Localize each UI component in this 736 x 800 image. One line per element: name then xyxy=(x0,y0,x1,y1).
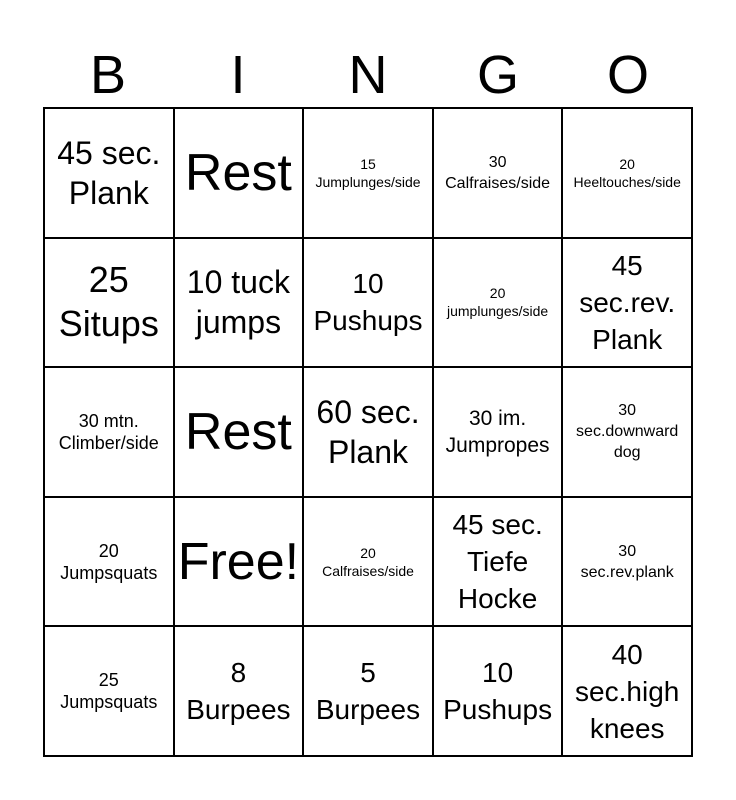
cell-text: Rest xyxy=(184,143,292,202)
bingo-cell[interactable] xyxy=(303,108,433,238)
header-letter-i: I xyxy=(230,45,246,105)
cell-text: 25 Situps xyxy=(58,259,159,345)
header-letter-b: B xyxy=(89,45,127,105)
bingo-cell[interactable] xyxy=(44,367,174,497)
cell-text: 10 tuck jumps xyxy=(186,264,290,341)
bingo-cell[interactable] xyxy=(44,238,174,368)
cell-text: 30 sec.rev.plank xyxy=(580,542,674,581)
cell-text: 10 Pushups xyxy=(313,268,423,337)
cell-text: 5 Burpees xyxy=(315,657,421,726)
bingo-cell[interactable] xyxy=(303,497,433,627)
cell-text: 20 jumplunges/side xyxy=(447,285,549,320)
bingo-cell[interactable] xyxy=(174,108,304,238)
bingo-grid xyxy=(43,107,693,757)
bingo-cell[interactable] xyxy=(44,497,174,627)
bingo-cell[interactable] xyxy=(562,238,692,368)
cell-text: 45 sec. Plank xyxy=(57,134,161,211)
cell-text: 45 sec.rev. Plank xyxy=(579,249,676,355)
bingo-cell[interactable] xyxy=(433,238,563,368)
bingo-cell[interactable] xyxy=(303,238,433,368)
cell-text: Free! xyxy=(177,532,300,591)
bingo-cell[interactable] xyxy=(562,497,692,627)
cell-text: 30 im. Jumpropes xyxy=(445,406,550,457)
bingo-cell[interactable] xyxy=(433,108,563,238)
cell-text: 10 Pushups xyxy=(443,657,553,726)
cell-text: 15 Jumplunges/side xyxy=(315,155,421,190)
cell-text: 30 Calfraises/side xyxy=(445,153,551,192)
bingo-cell[interactable] xyxy=(174,626,304,756)
bingo-cell[interactable] xyxy=(433,626,563,756)
bingo-cell free-space[interactable] xyxy=(174,497,304,627)
bingo-cell[interactable] xyxy=(44,626,174,756)
bingo-cell[interactable] xyxy=(562,108,692,238)
cell-text: 25 Jumpsquats xyxy=(60,670,158,713)
bingo-cell[interactable] xyxy=(303,626,433,756)
cell-text: Rest xyxy=(184,402,292,461)
bingo-cell[interactable] xyxy=(562,367,692,497)
bingo-cell[interactable] xyxy=(562,626,692,756)
cell-text: 8 Burpees xyxy=(186,657,291,726)
bingo-cell[interactable] xyxy=(433,497,563,627)
bingo-header xyxy=(43,40,693,110)
cell-text: 45 sec. Tiefe Hocke xyxy=(452,509,543,615)
cell-text: 20 Heeltouches/side xyxy=(573,155,681,190)
cell-text: 40 sec.high knees xyxy=(575,638,680,744)
bingo-cell[interactable] xyxy=(174,367,304,497)
header-letter-n: N xyxy=(348,45,388,105)
header-letter-o: O xyxy=(606,45,649,105)
bingo-cell[interactable] xyxy=(174,238,304,368)
bingo-cell[interactable] xyxy=(44,108,174,238)
cell-text: 30 mtn. Climber/side xyxy=(58,410,159,453)
cell-text: 20 Calfraises/side xyxy=(322,544,414,579)
cell-text: 60 sec. Plank xyxy=(316,393,420,470)
cell-text: 20 Jumpsquats xyxy=(60,540,158,583)
header-letter-g: G xyxy=(476,45,519,105)
bingo-cell[interactable] xyxy=(433,367,563,497)
bingo-cell[interactable] xyxy=(303,367,433,497)
cell-text: 30 sec.downward dog xyxy=(576,402,679,462)
